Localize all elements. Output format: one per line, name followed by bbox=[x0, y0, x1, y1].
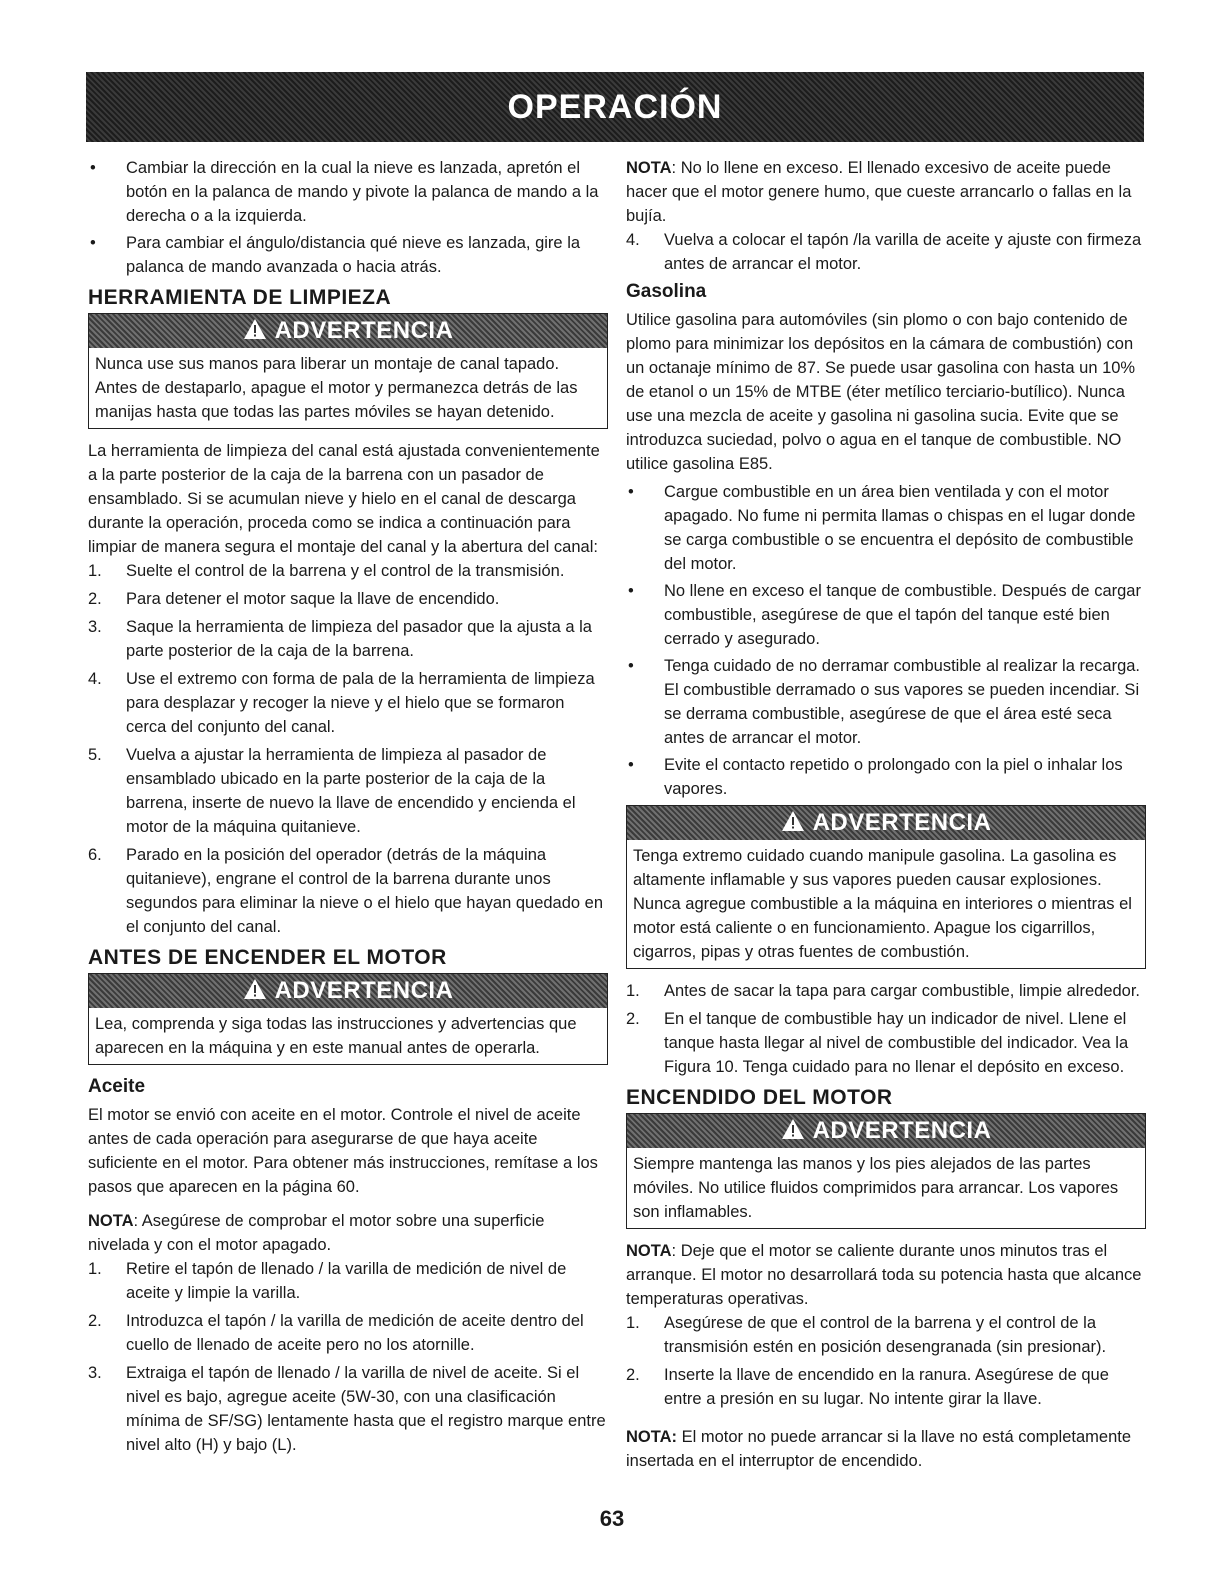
gasoline-paragraph: Utilice gasolina para automóviles (sin plomo o con bajo contenido de plomo para minimizar los depósitos en la cámara de combustión) con un octanaje mínimo de 87. Se puede usar gasolina con hasta un 10% de etanol o un 15% de MTBE (éter metílico terciario-butílico). Nunca use una mezcla de aceite y gasolina ni gasolina sucia. Evite que se introduzca suciedad, polvo o agua en el tanque de combustible. NO utilice gasolina E85. bbox=[626, 311, 1136, 473]
warning-text: Tenga extremo cuidado cuando manipule gasolina. La gasolina es altamente inflamable y sus vapores pueden causar explosiones. Nunca agregue combustible a la máquina en interiores o mientras el motor está caliente o en funcionamiento. Apague los cigarrillos, cigarros, pipas y otras fuentes de combustión. bbox=[633, 847, 1132, 961]
overfill-note: NOTA: No lo llene en exceso. El llenado excesivo de aceite puede hacer que el motor genere humo, que cueste arrancarlo o fallas en la bujía. bbox=[626, 159, 1132, 225]
warning-header bbox=[89, 314, 607, 348]
warning-title: ADVERTENCIA bbox=[812, 809, 992, 836]
list-item: 4. Vuelva a colocar el tapón /la varilla de aceite y ajuste con firmeza antes de arrancar el motor. bbox=[626, 231, 1142, 273]
heading-oil: Aceite bbox=[88, 1076, 146, 1097]
list-item: 1. Antes de sacar la tapa para cargar combustible, limpie alrededor. bbox=[626, 982, 1141, 1000]
page-number: 63 bbox=[599, 1506, 625, 1531]
list-item: 2. Inserte la llave de encendido en la ranura. Asegúrese de que entre a presión en su lugar. No intente girar la llave. bbox=[626, 1366, 1109, 1408]
warning-header bbox=[627, 806, 1145, 840]
right-column bbox=[626, 156, 1146, 1473]
warning-triangle-icon bbox=[243, 978, 267, 1005]
clean-tool-paragraph: La herramienta de limpieza del canal está ajustada convenientemente a la parte posterior de la caja de la barrena con un pasador de ensamblado. Si se acumulan nieve y hielo en el canal de descarga durante la operación, proceda como se indica a continuación para limpiar de manera segura el montaje del canal y la abertura del canal: bbox=[88, 442, 600, 556]
list-item: 5. Vuelva a ajustar la herramienta de limpieza al pasador de ensamblado ubicado en la parte posterior de la caja de la barrena, inserte de nuevo la llave de encendido y encienda el motor de la máquina quitanieve. bbox=[88, 746, 576, 836]
warning-box-before-start bbox=[88, 973, 608, 1065]
list-item: 1. Asegúrese de que el control de la barrena y el control de la transmisión estén en posición desengranada (sin presionar). bbox=[626, 1314, 1107, 1356]
key-note: NOTA: El motor no puede arrancar si la llave no está completamente insertada en el interruptor de encendido. bbox=[626, 1428, 1132, 1470]
warning-triangle-icon bbox=[781, 1118, 805, 1145]
list-item: 3. Saque la herramienta de limpieza del pasador que la ajusta a la parte posterior de la caja de la barrena. bbox=[88, 618, 592, 660]
list-item: 2. Para detener el motor saque la llave de encendido. bbox=[88, 590, 500, 608]
list-item: 6. Parado en la posición del operador (detrás de la máquina quitanieve), engrane el control de la barrena durante unos segundos para eliminar la nieve o el hielo que hayan quedado en el conjunto del canal. bbox=[88, 846, 604, 936]
banner-title: OPERACIÓN bbox=[507, 87, 723, 126]
section-banner bbox=[86, 72, 1144, 142]
list-item: • Tenga cuidado de no derramar combustible al realizar la recarga. El combustible derramado o sus vapores se pueden incendiar. Si se derrama combustible, asegúrese de que el área esté seca antes de arrancar el motor. bbox=[626, 654, 1146, 750]
chute-bullets bbox=[88, 156, 608, 279]
warning-header bbox=[627, 1114, 1145, 1148]
warning-triangle-icon bbox=[243, 318, 267, 345]
list-item: 3. Extraiga el tapón de llenado / la varilla de nivel de aceite. Si el nivel es bajo, agregue aceite (5W-30, con una clasificación mínima de SF/SG) lentamente hasta que el registro marque entre nivel alto (H) y bajo (L). bbox=[88, 1364, 606, 1454]
warning-text: Lea, comprenda y siga todas las instrucciones y advertencias que aparecen en la máquina y en este manual antes de operarla. bbox=[95, 1015, 577, 1057]
heading-gasoline: Gasolina bbox=[626, 281, 707, 302]
list-item: 4. Use el extremo con forma de pala de la herramienta de limpieza para desplazar y recoger la nieve y el hielo que se formaron cerca del conjunto del canal. bbox=[88, 670, 595, 736]
heading-clean-tool: HERRAMIENTA DE LIMPIEZA bbox=[88, 286, 392, 309]
fuel-steps bbox=[626, 979, 1146, 1079]
start-steps bbox=[626, 1311, 1146, 1411]
warning-header bbox=[89, 974, 607, 1008]
list-item: • No llene en exceso el tanque de combustible. Después de cargar combustible, asegúrese de que el tapón del tanque esté bien cerrado y asegurado. bbox=[626, 579, 1146, 651]
gasoline-bullets bbox=[626, 480, 1146, 801]
warning-text: Nunca use sus manos para liberar un montaje de canal tapado. Antes de destaparlo, apague el motor y permanezca detrás de las manijas hasta que todas las partes móviles se hayan detenido. bbox=[95, 355, 578, 421]
oil-steps bbox=[88, 1257, 608, 1457]
warning-text: Siempre mantenga las manos y los pies alejados de las partes móviles. No utilice fluidos comprimidos para arrancar. Los vapores son inflamables. bbox=[633, 1155, 1119, 1221]
list-item: • Para cambiar el ángulo/distancia qué nieve es lanzada, gire la palanca de mando avanzada o hacia atrás. bbox=[88, 231, 608, 279]
warning-box-start-engine bbox=[626, 1113, 1146, 1229]
warning-box-clean-tool bbox=[88, 313, 608, 429]
list-item: 1. Retire el tapón de llenado / la varilla de medición de nivel de aceite y limpie la varilla. bbox=[88, 1260, 567, 1302]
warning-triangle-icon bbox=[781, 810, 805, 837]
list-item: • Cambiar la dirección en la cual la nieve es lanzada, apretón el botón en la palanca de mando y pivote la palanca de mando a la derecha o a la izquierda. bbox=[88, 156, 608, 228]
warning-title: ADVERTENCIA bbox=[812, 1117, 992, 1144]
list-item: 2. Introduzca el tapón / la varilla de medición de aceite dentro del cuello de llenado de aceite pero no los atornille. bbox=[88, 1312, 584, 1354]
oil-note: NOTA: Asegúrese de comprobar el motor sobre una superficie nivelada y con el motor apagado. bbox=[88, 1212, 545, 1254]
warning-title: ADVERTENCIA bbox=[274, 977, 454, 1004]
left-column bbox=[88, 156, 608, 1461]
warning-title: ADVERTENCIA bbox=[274, 317, 454, 344]
list-item: • Cargue combustible en un área bien ventilada y con el motor apagado. No fume ni permita llamas o chispas en el lugar donde se carga combustible o se encuentra el depósito de combustible del motor. bbox=[626, 480, 1146, 576]
list-item: • Evite el contacto repetido o prolongado con la piel o inhalar los vapores. bbox=[626, 753, 1146, 801]
list-item: 2. En el tanque de combustible hay un indicador de nivel. Llene el tanque hasta llegar al nivel de combustible del indicador. Vea la Figura 10. Tenga cuidado para no llenar el depósito en exceso. bbox=[626, 1010, 1129, 1076]
warning-box-gasoline bbox=[626, 805, 1146, 969]
clean-tool-steps bbox=[88, 559, 608, 939]
heading-start-engine: ENCENDIDO DEL MOTOR bbox=[626, 1086, 893, 1109]
heading-before-start: ANTES DE ENCENDER EL MOTOR bbox=[88, 946, 447, 969]
oil-paragraph: El motor se envió con aceite en el motor. Controle el nivel de aceite antes de cada operación para asegurarse de que haya aceite suficiente en el motor. Para obtener más instrucciones, remítase a los pasos que aparecen en la página 60. bbox=[88, 1106, 598, 1196]
list-item: 1. Suelte el control de la barrena y el control de la transmisión. bbox=[88, 562, 565, 580]
oil-step-4 bbox=[626, 228, 1146, 276]
warmup-note: NOTA: Deje que el motor se caliente durante unos minutos tras el arranque. El motor no desarrollará toda su potencia hasta que alcance temperaturas operativas. bbox=[626, 1242, 1142, 1308]
